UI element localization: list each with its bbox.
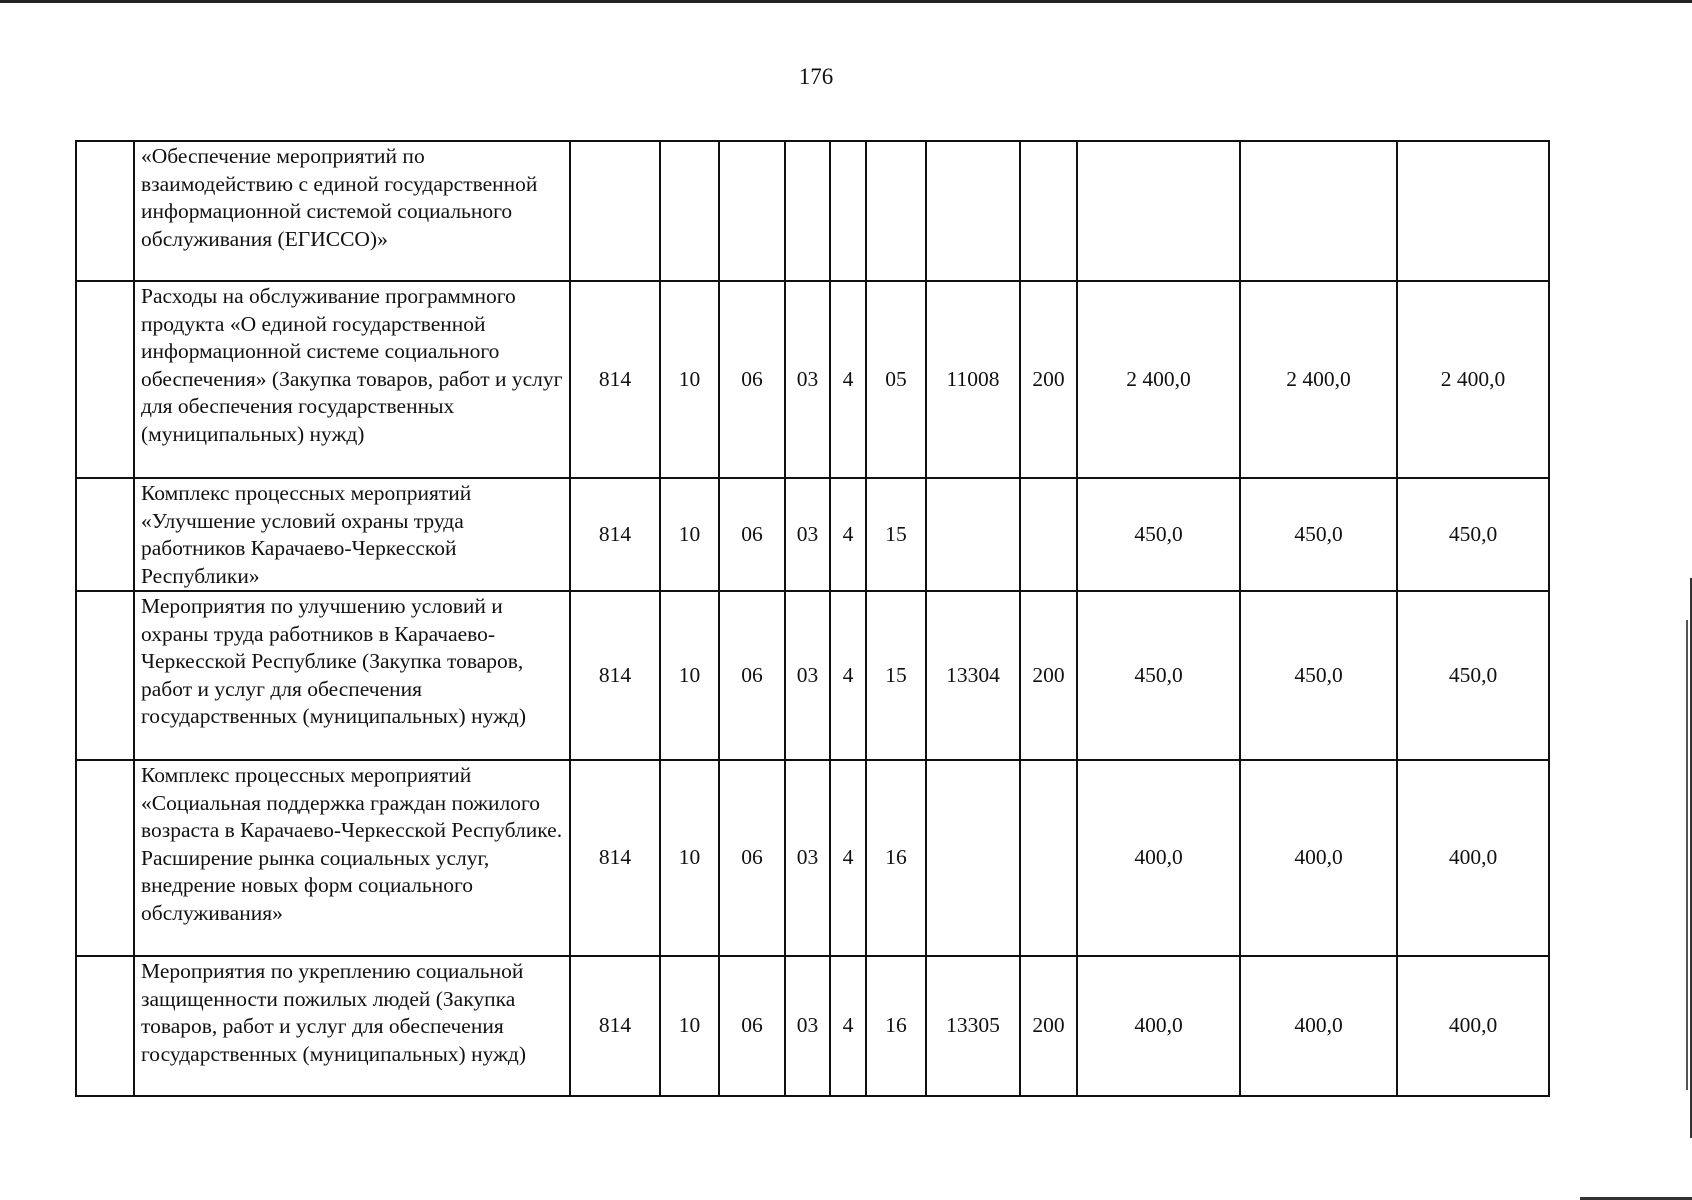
section-cell: 10 bbox=[660, 478, 719, 591]
group-cell: 16 bbox=[866, 760, 926, 956]
amount-year-1-cell: 2 400,0 bbox=[1077, 281, 1240, 478]
amount-year-2-cell: 400,0 bbox=[1240, 956, 1397, 1096]
table-row bbox=[76, 591, 1549, 760]
table-row bbox=[76, 281, 1549, 478]
amount-year-3-cell bbox=[1397, 141, 1549, 281]
group-cell: 15 bbox=[866, 478, 926, 591]
subprogram-cell: 4 bbox=[830, 956, 866, 1096]
row-index-cell bbox=[76, 760, 134, 956]
scan-border-top bbox=[0, 0, 1692, 3]
section-cell: 10 bbox=[660, 591, 719, 760]
expense-type-cell bbox=[1020, 141, 1077, 281]
expense-type-cell: 200 bbox=[1020, 956, 1077, 1096]
expense-type-cell bbox=[1020, 760, 1077, 956]
expense-type-cell: 200 bbox=[1020, 281, 1077, 478]
table-row bbox=[76, 478, 1549, 591]
admin-code-cell: 814 bbox=[570, 760, 660, 956]
program-cell: 03 bbox=[785, 760, 830, 956]
amount-year-3-cell: 450,0 bbox=[1397, 478, 1549, 591]
direction-code-cell: 13305 bbox=[926, 956, 1020, 1096]
description-cell: Мероприятия по улучшению условий и охраны труда работников в Карачаево-Черкесской Республике (Закупка товаров, работ и услуг для обеспечения государственных (муниципальных) нужд) bbox=[134, 591, 570, 760]
budget-table bbox=[75, 140, 1550, 1097]
section-cell: 10 bbox=[660, 760, 719, 956]
amount-year-3-cell: 450,0 bbox=[1397, 591, 1549, 760]
subprogram-cell: 4 bbox=[830, 281, 866, 478]
table-row bbox=[76, 760, 1549, 956]
amount-year-3-cell: 400,0 bbox=[1397, 760, 1549, 956]
row-index-cell bbox=[76, 281, 134, 478]
amount-year-3-cell: 400,0 bbox=[1397, 956, 1549, 1096]
subprogram-cell: 4 bbox=[830, 591, 866, 760]
row-index-cell bbox=[76, 956, 134, 1096]
admin-code-cell: 814 bbox=[570, 478, 660, 591]
amount-year-2-cell: 2 400,0 bbox=[1240, 281, 1397, 478]
expense-type-cell bbox=[1020, 478, 1077, 591]
description-cell: Комплекс процессных мероприятий «Улучшение условий охраны труда работников Карачаево-Черкесской Республики» bbox=[134, 478, 570, 591]
direction-code-cell: 11008 bbox=[926, 281, 1020, 478]
admin-code-cell: 814 bbox=[570, 591, 660, 760]
direction-code-cell bbox=[926, 760, 1020, 956]
scan-border-right-inner bbox=[1686, 620, 1688, 1090]
table-row bbox=[76, 141, 1549, 281]
table-row bbox=[76, 956, 1549, 1096]
group-cell: 16 bbox=[866, 956, 926, 1096]
section-cell: 10 bbox=[660, 956, 719, 1096]
amount-year-3-cell: 2 400,0 bbox=[1397, 281, 1549, 478]
subprogram-cell bbox=[830, 141, 866, 281]
description-cell: Комплекс процессных мероприятий «Социальная поддержка граждан пожилого возраста в Карачаево-Черкесской Республике. Расширение рынка социальных услуг, внедрение новых форм социального обслуживания» bbox=[134, 760, 570, 956]
program-cell: 03 bbox=[785, 956, 830, 1096]
subsection-cell: 06 bbox=[719, 591, 785, 760]
amount-year-2-cell: 400,0 bbox=[1240, 760, 1397, 956]
amount-year-2-cell: 450,0 bbox=[1240, 591, 1397, 760]
group-cell: 15 bbox=[866, 591, 926, 760]
amount-year-1-cell: 450,0 bbox=[1077, 591, 1240, 760]
program-cell: 03 bbox=[785, 591, 830, 760]
subprogram-cell: 4 bbox=[830, 760, 866, 956]
subsection-cell: 06 bbox=[719, 760, 785, 956]
description-cell: «Обеспечение мероприятий по взаимодействию с единой государственной информационной системой социального обслуживания (ЕГИССО)» bbox=[134, 141, 570, 281]
group-cell: 05 bbox=[866, 281, 926, 478]
program-cell: 03 bbox=[785, 281, 830, 478]
direction-code-cell: 13304 bbox=[926, 591, 1020, 760]
program-cell: 03 bbox=[785, 478, 830, 591]
admin-code-cell bbox=[570, 141, 660, 281]
row-index-cell bbox=[76, 141, 134, 281]
description-cell: Мероприятия по укреплению социальной защищенности пожилых людей (Закупка товаров, работ и услуг для обеспечения государственных (муниципальных) нужд) bbox=[134, 956, 570, 1096]
amount-year-2-cell bbox=[1240, 141, 1397, 281]
section-cell: 10 bbox=[660, 281, 719, 478]
subsection-cell: 06 bbox=[719, 478, 785, 591]
amount-year-1-cell: 400,0 bbox=[1077, 760, 1240, 956]
group-cell bbox=[866, 141, 926, 281]
subprogram-cell: 4 bbox=[830, 478, 866, 591]
section-cell bbox=[660, 141, 719, 281]
subsection-cell: 06 bbox=[719, 281, 785, 478]
subsection-cell bbox=[719, 141, 785, 281]
amount-year-1-cell bbox=[1077, 141, 1240, 281]
description-cell: Расходы на обслуживание программного продукта «О единой государственной информационной системе социального обеспечения» (Закупка товаров, работ и услуг для обеспечения государственных (муниципальных) нужд) bbox=[134, 281, 570, 478]
subsection-cell: 06 bbox=[719, 956, 785, 1096]
admin-code-cell: 814 bbox=[570, 956, 660, 1096]
row-index-cell bbox=[76, 478, 134, 591]
direction-code-cell bbox=[926, 478, 1020, 591]
program-cell bbox=[785, 141, 830, 281]
amount-year-2-cell: 450,0 bbox=[1240, 478, 1397, 591]
expense-type-cell: 200 bbox=[1020, 591, 1077, 760]
page-number: 176 bbox=[798, 64, 834, 89]
admin-code-cell: 814 bbox=[570, 281, 660, 478]
direction-code-cell bbox=[926, 141, 1020, 281]
row-index-cell bbox=[76, 591, 134, 760]
amount-year-1-cell: 450,0 bbox=[1077, 478, 1240, 591]
amount-year-1-cell: 400,0 bbox=[1077, 956, 1240, 1096]
